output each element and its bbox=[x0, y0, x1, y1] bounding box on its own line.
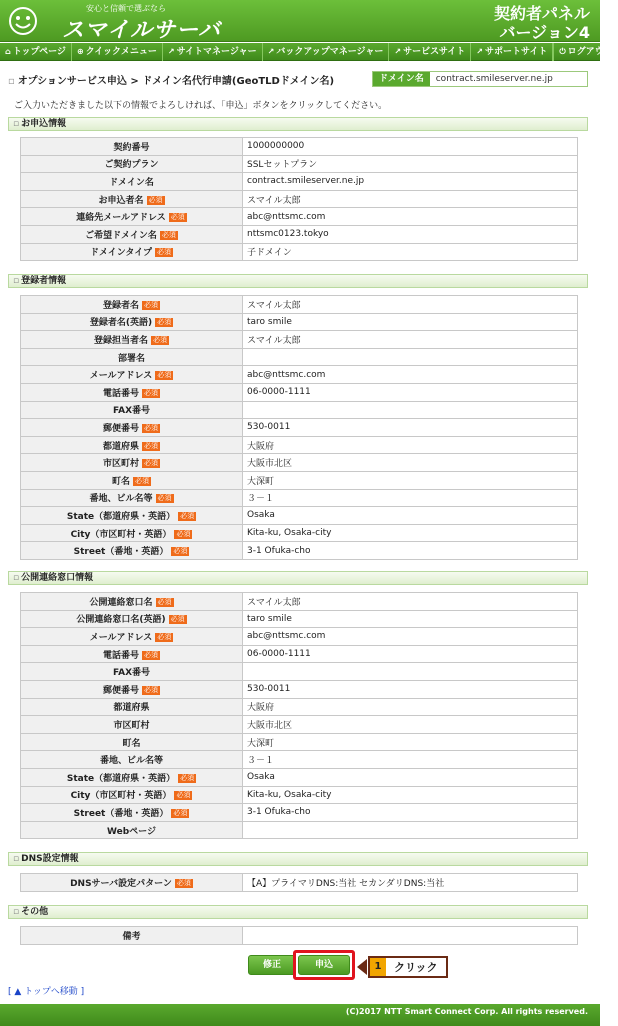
table-row bbox=[21, 419, 578, 437]
dns-table bbox=[20, 873, 578, 892]
table-row bbox=[21, 313, 578, 331]
field-label: 番地、ビル名等 bbox=[99, 756, 163, 767]
required-badge: 必須 bbox=[180, 511, 195, 520]
field-label: ご契約プラン bbox=[104, 160, 159, 171]
field-label-cell bbox=[21, 419, 243, 437]
field-label-cell bbox=[21, 821, 243, 839]
field-label: City（市区町村・英語） bbox=[70, 529, 172, 540]
required-badge: 必須 bbox=[148, 195, 163, 204]
field-label-cell bbox=[21, 927, 243, 945]
field-label: ご希望ドメイン名 bbox=[85, 230, 157, 241]
field-value: nttsmc0123.tokyo bbox=[243, 225, 578, 243]
nav-item-site-manager[interactable] bbox=[163, 43, 263, 61]
field-label: 郵便番号 bbox=[102, 423, 139, 434]
table-row bbox=[21, 454, 578, 472]
field-label-cell bbox=[21, 225, 243, 243]
required-badge: 必須 bbox=[144, 388, 158, 397]
required-badge: 必須 bbox=[144, 300, 158, 309]
field-label-cell bbox=[21, 489, 243, 507]
field-label: 都道府県 bbox=[102, 441, 139, 452]
section-mark-icon: ▫ bbox=[13, 119, 20, 129]
required-badge: 必須 bbox=[135, 476, 149, 485]
table-row bbox=[21, 190, 578, 208]
callout-step-number: 1 bbox=[370, 958, 386, 976]
table-row bbox=[21, 733, 578, 751]
required-badge: 必須 bbox=[176, 529, 191, 538]
nav-item-support-site[interactable] bbox=[471, 43, 553, 61]
submit-highlight-frame bbox=[293, 950, 355, 980]
field-label: DNSサーバ設定パターン bbox=[70, 878, 172, 889]
field-value bbox=[243, 927, 578, 945]
domain-value: contract.smileserver.ne.jp bbox=[435, 74, 553, 84]
table-row bbox=[21, 208, 578, 226]
field-label-cell bbox=[21, 331, 243, 349]
logout-label: ログアウト bbox=[567, 47, 613, 57]
callout-text: クリック bbox=[394, 961, 438, 974]
field-label: City（市区町村・英語） bbox=[70, 791, 172, 802]
field-label: Street（番地・英語） bbox=[73, 547, 169, 558]
field-label-cell bbox=[21, 663, 243, 681]
footer-copyright: (C)2017 NTT Smart Connect Corp. All rights reserved. bbox=[0, 1004, 600, 1026]
field-label-cell bbox=[21, 313, 243, 331]
submit-button[interactable]: 申込 bbox=[298, 955, 350, 975]
field-value: taro smile bbox=[243, 610, 578, 628]
field-label-cell bbox=[21, 593, 243, 611]
field-value bbox=[243, 401, 578, 419]
section-title: お申込情報 bbox=[21, 119, 67, 129]
field-label-cell bbox=[21, 454, 243, 472]
nav-item-backup-manager[interactable] bbox=[263, 43, 390, 61]
field-value: 【A】プライマリDNS:当社 セカンダリDNS:当社 bbox=[243, 874, 578, 892]
field-value: ３－１ bbox=[243, 489, 578, 507]
field-value: 1000000000 bbox=[243, 138, 578, 156]
other-table bbox=[20, 926, 578, 945]
required-badge: 必須 bbox=[157, 632, 172, 641]
nav-item-quick-menu[interactable] bbox=[72, 43, 163, 61]
required-badge: 必須 bbox=[173, 808, 188, 817]
table-row bbox=[21, 436, 578, 454]
nav-item-label: サービスサイト bbox=[403, 47, 466, 57]
field-label: State（都道府県・英語） bbox=[66, 773, 176, 784]
field-label-cell bbox=[21, 786, 243, 804]
field-value: ３－１ bbox=[243, 751, 578, 769]
field-value: 530-0011 bbox=[243, 419, 578, 437]
nav-item-label: クイックメニュー bbox=[85, 47, 157, 57]
field-label-cell bbox=[21, 243, 243, 261]
home-icon: ⌂ bbox=[5, 47, 11, 56]
field-value bbox=[243, 348, 578, 366]
required-badge: 必須 bbox=[157, 597, 172, 606]
table-row bbox=[21, 927, 578, 945]
field-value: 3-1 Ofuka-cho bbox=[243, 804, 578, 822]
table-row bbox=[21, 751, 578, 769]
field-label: ドメイン名 bbox=[109, 177, 154, 188]
table-row bbox=[21, 874, 578, 892]
field-label: Street（番地・英語） bbox=[73, 808, 169, 819]
field-label: お申込者名 bbox=[98, 195, 144, 206]
field-label: メールアドレス bbox=[89, 632, 153, 643]
section-mark-icon: ▫ bbox=[13, 573, 20, 583]
field-label: Webページ bbox=[107, 826, 156, 837]
required-badge: 必須 bbox=[170, 615, 185, 624]
field-label: FAX番号 bbox=[112, 668, 151, 679]
field-value: 大阪府 bbox=[243, 436, 578, 454]
contact-table bbox=[20, 592, 578, 839]
required-badge: 必須 bbox=[157, 371, 172, 380]
section-dns-header bbox=[8, 852, 588, 866]
field-value: Kita-ku, Osaka-city bbox=[243, 786, 578, 804]
table-row bbox=[21, 331, 578, 349]
section-order-header bbox=[8, 117, 588, 131]
section-registrant-header bbox=[8, 274, 588, 288]
page-title-text: オプションサービス申込 > ドメイン名代行申請(GeoTLDドメイン名) bbox=[17, 76, 335, 87]
smile-logo-icon bbox=[8, 6, 38, 36]
field-label-cell bbox=[21, 804, 243, 822]
field-value: 06-0000-1111 bbox=[243, 645, 578, 663]
required-badge: 必須 bbox=[157, 318, 172, 327]
external-link-icon: ↗ bbox=[476, 47, 483, 56]
table-row bbox=[21, 821, 578, 839]
required-badge: 必須 bbox=[156, 248, 171, 257]
required-badge: 必須 bbox=[144, 685, 158, 694]
field-value: taro smile bbox=[243, 313, 578, 331]
field-value: スマイル太郎 bbox=[243, 296, 578, 314]
section-title: DNS設定情報 bbox=[21, 854, 79, 864]
field-label-cell bbox=[21, 190, 243, 208]
domain-box bbox=[372, 71, 588, 87]
table-row bbox=[21, 610, 578, 628]
field-label: メールアドレス bbox=[89, 371, 153, 382]
field-label: 登録者名(英語) bbox=[89, 318, 153, 329]
circle-plus-icon: ⊕ bbox=[76, 47, 84, 56]
table-row bbox=[21, 768, 578, 786]
section-title: 登録者情報 bbox=[21, 276, 67, 286]
field-label-cell bbox=[21, 768, 243, 786]
field-label-cell bbox=[21, 138, 243, 156]
field-value: contract.smileserver.ne.jp bbox=[243, 173, 578, 191]
table-row bbox=[21, 366, 578, 384]
field-label-cell bbox=[21, 698, 243, 716]
field-label: 市区町村 bbox=[102, 459, 139, 470]
table-row bbox=[21, 804, 578, 822]
section-contact-header bbox=[8, 571, 588, 585]
table-row bbox=[21, 383, 578, 401]
table-row bbox=[21, 716, 578, 734]
field-label: 備考 bbox=[122, 931, 141, 942]
table-row bbox=[21, 296, 578, 314]
field-value: abc@nttsmc.com bbox=[243, 366, 578, 384]
field-value: 大阪市北区 bbox=[243, 454, 578, 472]
field-label-cell bbox=[21, 542, 243, 560]
field-label: 電話番号 bbox=[102, 388, 139, 399]
field-label-cell bbox=[21, 436, 243, 454]
table-row bbox=[21, 628, 578, 646]
field-label-cell bbox=[21, 874, 243, 892]
table-row bbox=[21, 471, 578, 489]
field-value: 大深町 bbox=[243, 471, 578, 489]
table-row bbox=[21, 786, 578, 804]
field-value bbox=[243, 821, 578, 839]
field-label: 契約番号 bbox=[113, 142, 150, 153]
callout-arrow-icon bbox=[357, 959, 367, 975]
registrant-table bbox=[20, 295, 578, 560]
table-row bbox=[21, 542, 578, 560]
field-value: 子ドメイン bbox=[243, 243, 578, 261]
power-icon: ⏻ bbox=[559, 47, 566, 56]
table-row bbox=[21, 593, 578, 611]
section-other-header bbox=[8, 905, 588, 919]
field-value: 大深町 bbox=[243, 733, 578, 751]
field-label: 公開連絡窓口名(英語) bbox=[76, 615, 166, 626]
click-callout bbox=[368, 956, 448, 978]
required-badge: 必須 bbox=[144, 423, 158, 432]
nav-item-label: サポートサイト bbox=[484, 47, 548, 57]
field-label-cell bbox=[21, 155, 243, 173]
field-label-cell bbox=[21, 208, 243, 226]
instruction-text: ご入力いただきました以下の情報でよろしければ、「申込」ボタンをクリックしてください。 bbox=[14, 101, 388, 111]
panel-title-line2: バージョン4 bbox=[499, 23, 590, 42]
required-badge: 必須 bbox=[180, 773, 195, 782]
required-badge: 必須 bbox=[144, 441, 158, 450]
logo-text[interactable]: スマイルサーバ bbox=[62, 18, 222, 43]
table-row bbox=[21, 645, 578, 663]
table-row bbox=[21, 698, 578, 716]
back-to-top-link[interactable]: [ ▲ トップへ移動 ] bbox=[8, 987, 85, 997]
field-label: 部署名 bbox=[117, 353, 145, 364]
field-value: 大阪府 bbox=[243, 698, 578, 716]
field-label-cell bbox=[21, 751, 243, 769]
section-mark-icon: ▫ bbox=[13, 907, 20, 917]
app-header bbox=[0, 0, 600, 42]
table-row bbox=[21, 489, 578, 507]
table-row bbox=[21, 663, 578, 681]
required-badge: 必須 bbox=[144, 650, 158, 659]
field-value: スマイル太郎 bbox=[243, 190, 578, 208]
section-title: 公開連絡窓口情報 bbox=[21, 573, 94, 583]
logo-tagline: 安心と信頼で選ぶなら bbox=[86, 4, 166, 13]
main-nav bbox=[0, 43, 613, 61]
page-title bbox=[8, 72, 334, 87]
field-label: 連絡先メールアドレス bbox=[76, 213, 166, 224]
field-label-cell bbox=[21, 383, 243, 401]
field-label: 公開連絡窓口名 bbox=[89, 597, 153, 608]
field-label-cell bbox=[21, 366, 243, 384]
field-label-cell bbox=[21, 471, 243, 489]
table-row bbox=[21, 524, 578, 542]
field-value: スマイル太郎 bbox=[243, 331, 578, 349]
field-label-cell bbox=[21, 716, 243, 734]
panel-title-line1: 契約者パネル bbox=[493, 4, 590, 23]
required-badge: 必須 bbox=[176, 791, 191, 800]
field-label: ドメインタイプ bbox=[90, 248, 152, 259]
field-label: 郵便番号 bbox=[102, 685, 139, 696]
table-row bbox=[21, 173, 578, 191]
edit-button[interactable]: 修正 bbox=[248, 955, 296, 975]
field-label: 都道府県 bbox=[113, 703, 150, 714]
external-link-icon: ↗ bbox=[267, 47, 275, 56]
field-label-cell bbox=[21, 524, 243, 542]
field-label-cell bbox=[21, 401, 243, 419]
table-row bbox=[21, 155, 578, 173]
field-value: Osaka bbox=[243, 768, 578, 786]
nav-item-top-page[interactable] bbox=[0, 43, 72, 61]
section-mark-icon: ▫ bbox=[13, 854, 20, 864]
nav-item-label: バックアップマネージャー bbox=[276, 47, 384, 57]
field-label: 番地、ビル名等 bbox=[89, 494, 153, 505]
field-value: 3-1 Ofuka-cho bbox=[243, 542, 578, 560]
panel-title bbox=[494, 4, 590, 42]
field-value: 大阪市北区 bbox=[243, 716, 578, 734]
section-title: その他 bbox=[21, 907, 49, 917]
field-label: 電話番号 bbox=[102, 650, 139, 661]
field-label-cell bbox=[21, 645, 243, 663]
required-badge: 必須 bbox=[161, 230, 176, 239]
field-label-cell bbox=[21, 348, 243, 366]
field-value bbox=[243, 663, 578, 681]
field-value: 06-0000-1111 bbox=[243, 383, 578, 401]
required-badge: 必須 bbox=[157, 494, 172, 503]
table-row bbox=[21, 225, 578, 243]
domain-label: ドメイン名 bbox=[373, 72, 430, 86]
table-row bbox=[21, 401, 578, 419]
logout-button[interactable] bbox=[553, 43, 617, 61]
field-label-cell bbox=[21, 680, 243, 698]
table-row bbox=[21, 243, 578, 261]
field-label-cell bbox=[21, 733, 243, 751]
field-value: Osaka bbox=[243, 507, 578, 525]
required-badge: 必須 bbox=[176, 878, 191, 887]
required-badge: 必須 bbox=[170, 213, 185, 222]
heading-mark-icon: ▫ bbox=[8, 76, 15, 87]
field-label: 町名 bbox=[111, 476, 130, 487]
field-value: スマイル太郎 bbox=[243, 593, 578, 611]
field-label-cell bbox=[21, 628, 243, 646]
field-label: 町名 bbox=[122, 738, 141, 749]
required-badge: 必須 bbox=[144, 459, 158, 468]
field-value: Kita-ku, Osaka-city bbox=[243, 524, 578, 542]
field-label: 市区町村 bbox=[113, 720, 150, 731]
field-label: 登録担当者名 bbox=[93, 335, 148, 346]
nav-item-service-site[interactable] bbox=[389, 43, 471, 61]
field-label-cell bbox=[21, 610, 243, 628]
table-row bbox=[21, 348, 578, 366]
required-badge: 必須 bbox=[153, 335, 167, 344]
table-row bbox=[21, 680, 578, 698]
field-label-cell bbox=[21, 296, 243, 314]
field-value: 530-0011 bbox=[243, 680, 578, 698]
required-badge: 必須 bbox=[173, 547, 188, 556]
field-label: FAX番号 bbox=[112, 406, 151, 417]
external-link-icon: ↗ bbox=[394, 47, 402, 56]
field-label-cell bbox=[21, 507, 243, 525]
field-value: abc@nttsmc.com bbox=[243, 628, 578, 646]
field-label: State（都道府県・英語） bbox=[66, 511, 176, 522]
section-mark-icon: ▫ bbox=[13, 276, 20, 286]
nav-item-label: サイトマネージャー bbox=[176, 47, 257, 57]
field-value: abc@nttsmc.com bbox=[243, 208, 578, 226]
table-row bbox=[21, 507, 578, 525]
order-table bbox=[20, 137, 578, 261]
external-link-icon: ↗ bbox=[167, 47, 175, 56]
nav-item-label: トップページ bbox=[12, 47, 66, 57]
table-row bbox=[21, 138, 578, 156]
field-value: SSLセットプラン bbox=[243, 155, 578, 173]
field-label-cell bbox=[21, 173, 243, 191]
field-label: 登録者名 bbox=[102, 300, 139, 311]
